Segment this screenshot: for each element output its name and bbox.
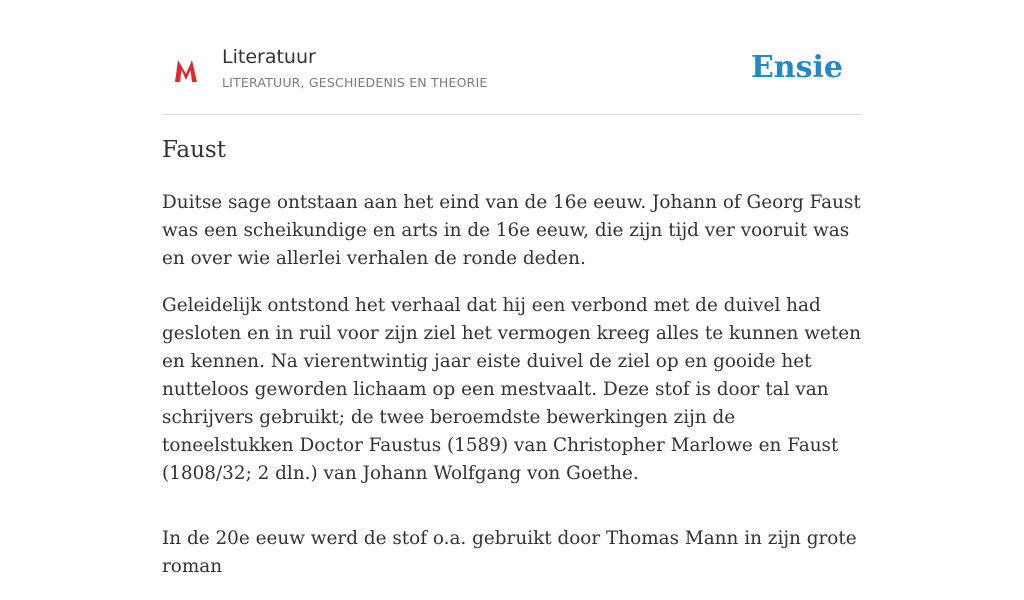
m-logo-icon[interactable] [172, 55, 200, 85]
paragraph: Geleidelijk ontstond het verhaal dat hij een verbond met de duivel had gesloten en in ruil voor zijn ziel het vermogen kreeg alles te kunnen weten en kennen. Na vierentwintig jaar eiste duivel de ziel op en gooide het nutteloos geworden lichaam op een mestvaalt. Deze stof is door tal van schrijvers gebruikt; de twee beroemdste bewerkingen zijn de toneelstukken Doctor Faustus (1589) van Christopher Marlowe en Faust (1808/32; 2 dln.) van Johann Wolfgang von Goethe. [162, 295, 861, 484]
source-name[interactable]: Literatuur [222, 46, 316, 68]
paragraph: In de 20e eeuw werd de stof o.a. gebruikt door Thomas Mann in zijn grote roman [162, 528, 857, 577]
source-subtitle: LITERATUUR, GESCHIEDENIS EN THEORIE [222, 75, 488, 90]
header [162, 30, 862, 115]
article-title: Faust [162, 137, 226, 163]
brand-logo[interactable]: Ensie [750, 50, 843, 85]
article-body [162, 189, 866, 600]
paragraph: Duitse sage ontstaan aan het eind van de 16e eeuw. Johann of Georg Faust was een scheikundige en arts in de 16e eeuw, die zijn tijd ver vooruit was en over wie allerlei verhalen de ronde deden. [162, 192, 861, 269]
